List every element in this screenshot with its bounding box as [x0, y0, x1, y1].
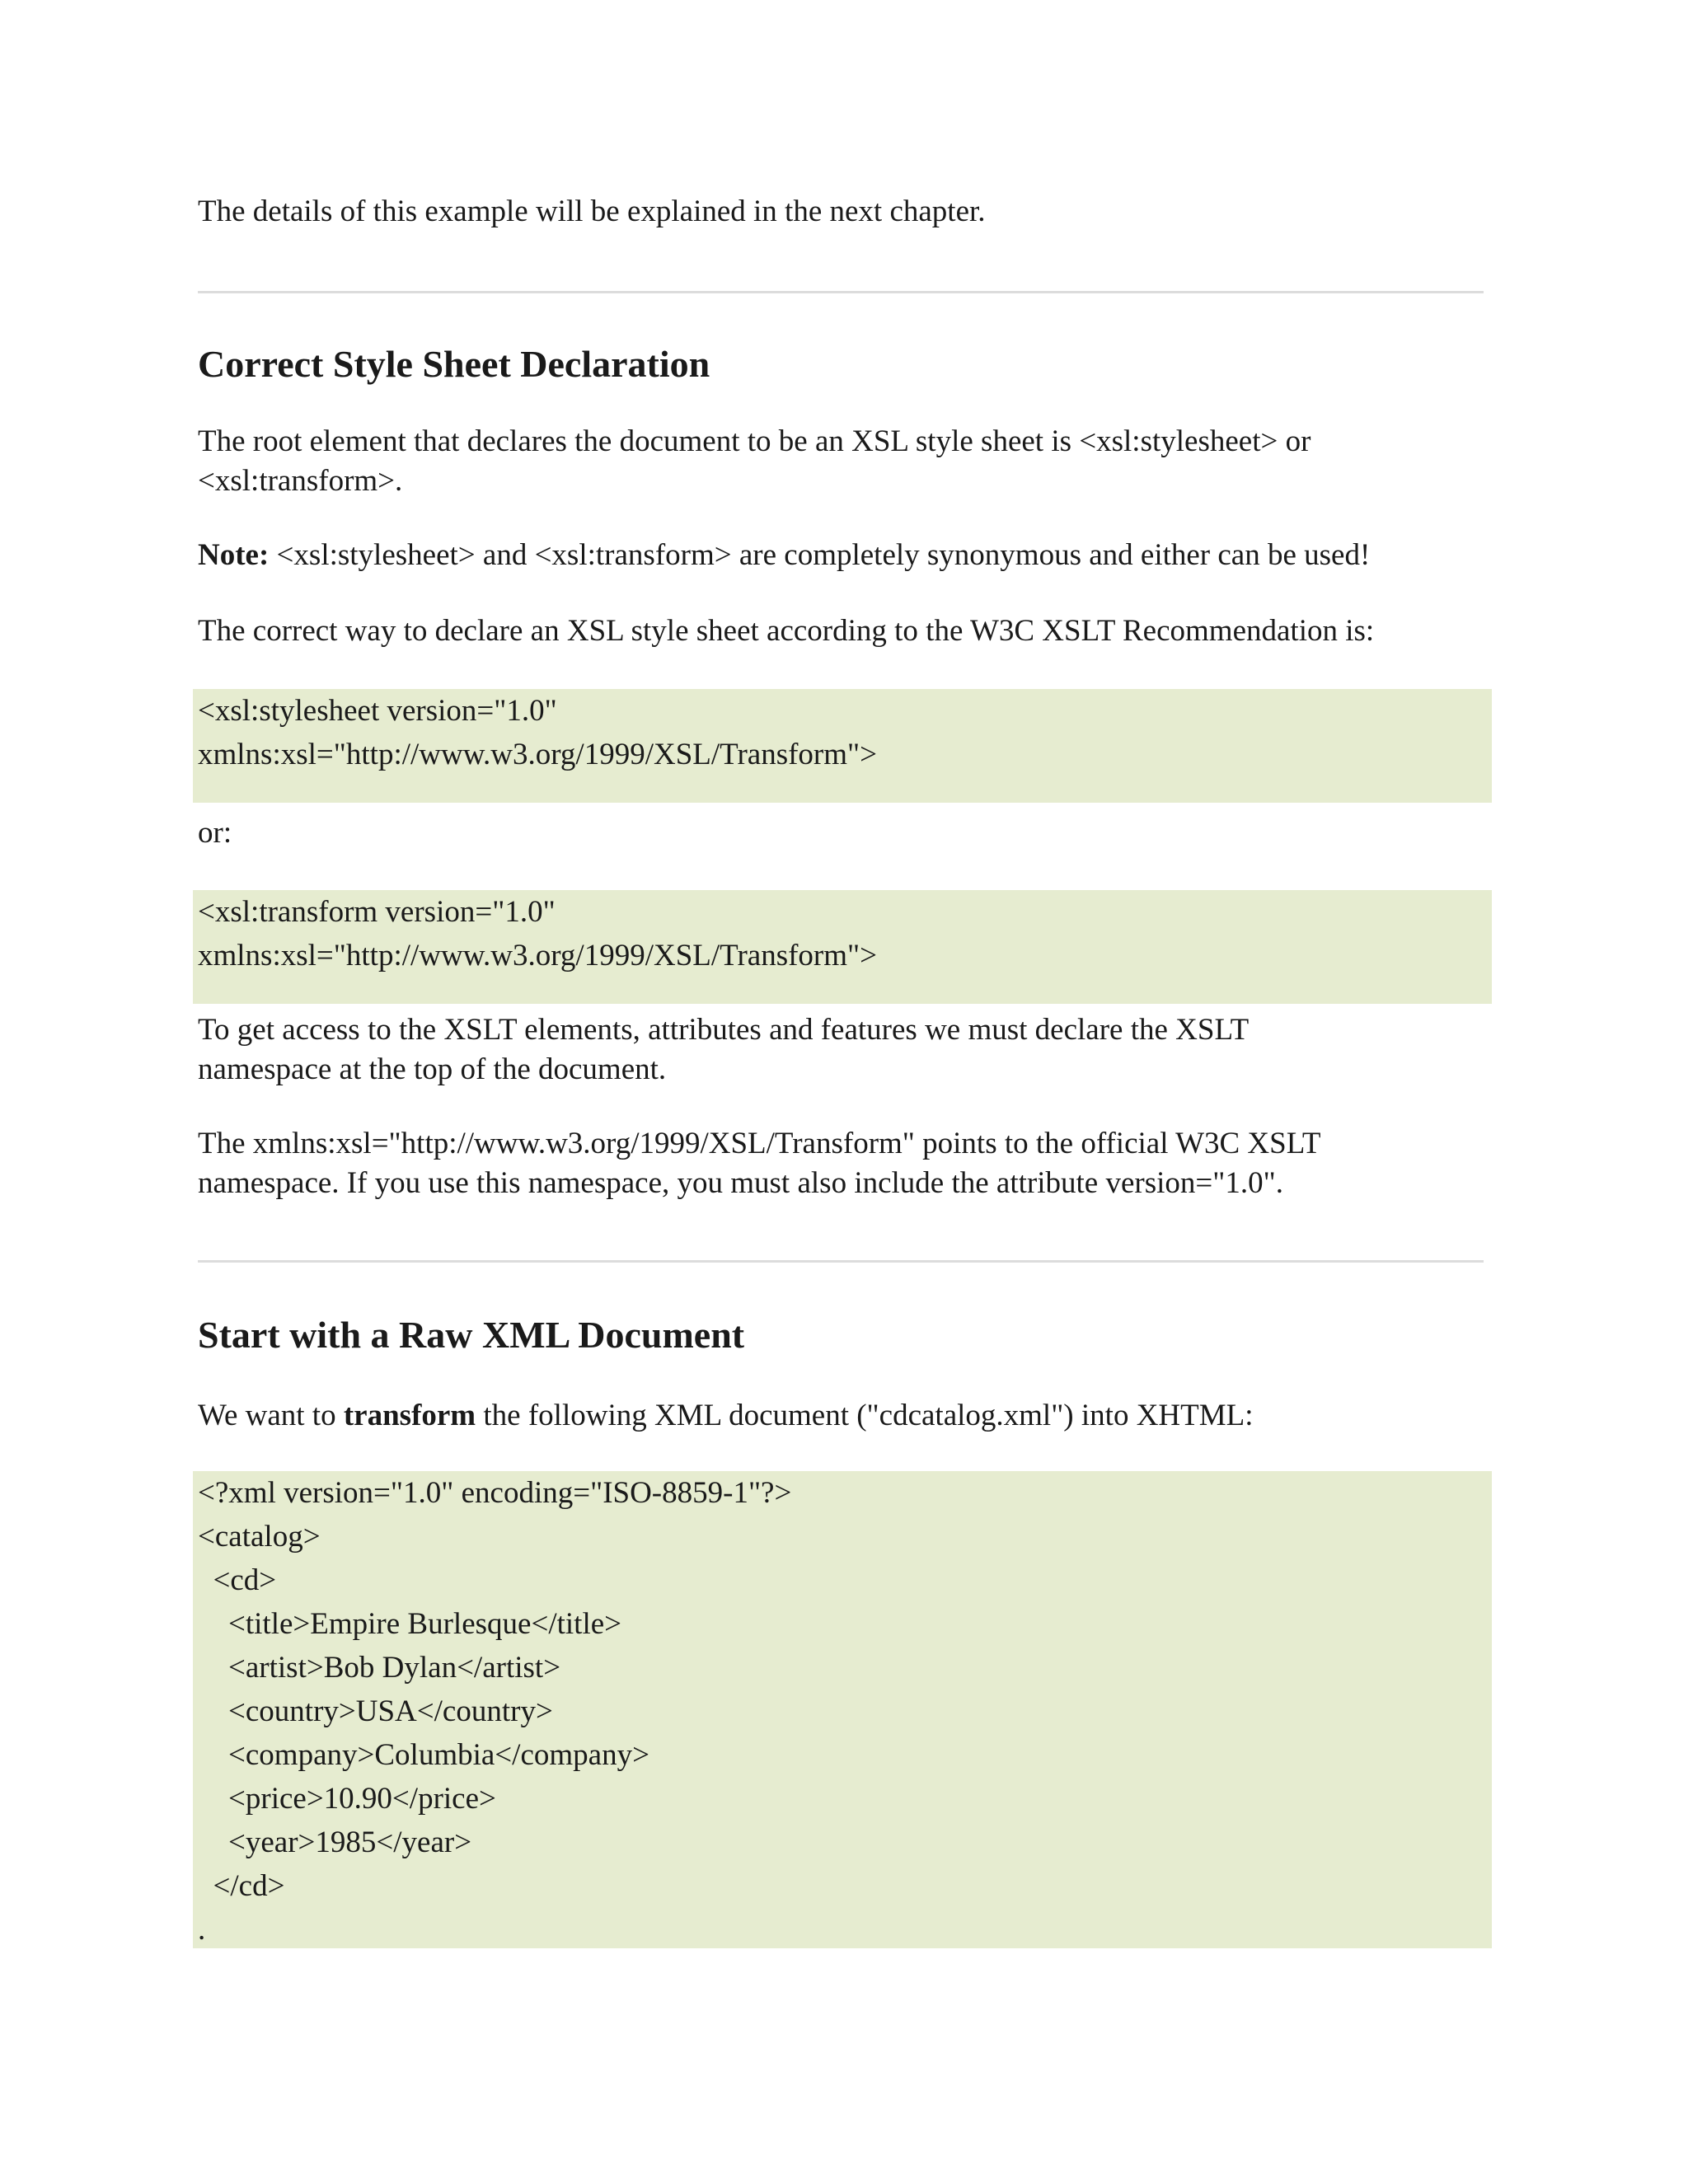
code-line: <?xml version="1.0" encoding="ISO-8859-1"?> — [198, 1476, 792, 1510]
note-label: Note: — [198, 538, 270, 572]
paragraph-line: The xmlns:xsl="http://www.w3.org/1999/XSL/Transform" points to the official W3C XSLT — [198, 1127, 1321, 1160]
paragraph-access-elements — [198, 1010, 1484, 1090]
intro-paragraph: The details of this example will be explained in the next chapter. — [198, 194, 986, 228]
paragraph-line: To get access to the XSLT elements, attributes and features we must declare the XSLT — [198, 1013, 1250, 1047]
paragraph-line: <xsl:transform>. — [198, 464, 403, 498]
code-line: </cd> — [198, 1869, 285, 1903]
intro-text-after: the following XML document ("cdcatalog.xml") into XHTML: — [476, 1399, 1254, 1432]
paragraph-correct-way: The correct way to declare an XSL style sheet according to the W3C XSLT Recommendation is: — [198, 614, 1375, 648]
section-heading-raw-xml: Start with a Raw XML Document — [198, 1314, 745, 1356]
paragraph-line: namespace. If you use this namespace, you must also include the attribute version="1.0". — [198, 1166, 1283, 1200]
code-block-stylesheet — [193, 689, 1492, 803]
note-text: <xsl:stylesheet> and <xsl:transform> are completely synonymous and either can be used! — [269, 538, 1371, 572]
paragraph-root-element — [198, 422, 1484, 501]
intro-text-before: We want to — [198, 1399, 344, 1432]
paragraph-transform-intro — [198, 1396, 1484, 1436]
section-heading-stylesheet-declaration: Correct Style Sheet Declaration — [198, 343, 710, 385]
code-line: <year>1985</year> — [198, 1825, 472, 1859]
or-text: or: — [198, 816, 232, 850]
note-paragraph — [198, 536, 1484, 575]
code-line: . — [198, 1913, 206, 1947]
paragraph-line: namespace at the top of the document. — [198, 1052, 667, 1086]
code-block-xml-document — [193, 1471, 1492, 1948]
code-line: <title>Empire Burlesque</title> — [198, 1607, 622, 1641]
code-line: <xsl:stylesheet version="1.0" — [198, 694, 557, 728]
horizontal-divider — [198, 291, 1484, 293]
code-line: xmlns:xsl="http://www.w3.org/1999/XSL/Transform"> — [198, 939, 877, 972]
code-line: <cd> — [198, 1563, 277, 1597]
code-line: <country>USA</country> — [198, 1694, 553, 1728]
horizontal-divider — [198, 1260, 1484, 1263]
code-line: <xsl:transform version="1.0" — [198, 895, 556, 929]
code-line: <company>Columbia</company> — [198, 1738, 649, 1772]
paragraph-namespace — [198, 1124, 1484, 1203]
intro-text-bold: transform — [343, 1399, 476, 1432]
code-line: <price>10.90</price> — [198, 1782, 496, 1816]
code-block-transform — [193, 890, 1492, 1004]
code-line: xmlns:xsl="http://www.w3.org/1999/XSL/Transform"> — [198, 738, 877, 771]
code-line: <artist>Bob Dylan</artist> — [198, 1651, 561, 1685]
paragraph-line: The root element that declares the document to be an XSL style sheet is <xsl:stylesheet> or — [198, 424, 1311, 458]
code-line: <catalog> — [198, 1520, 321, 1554]
